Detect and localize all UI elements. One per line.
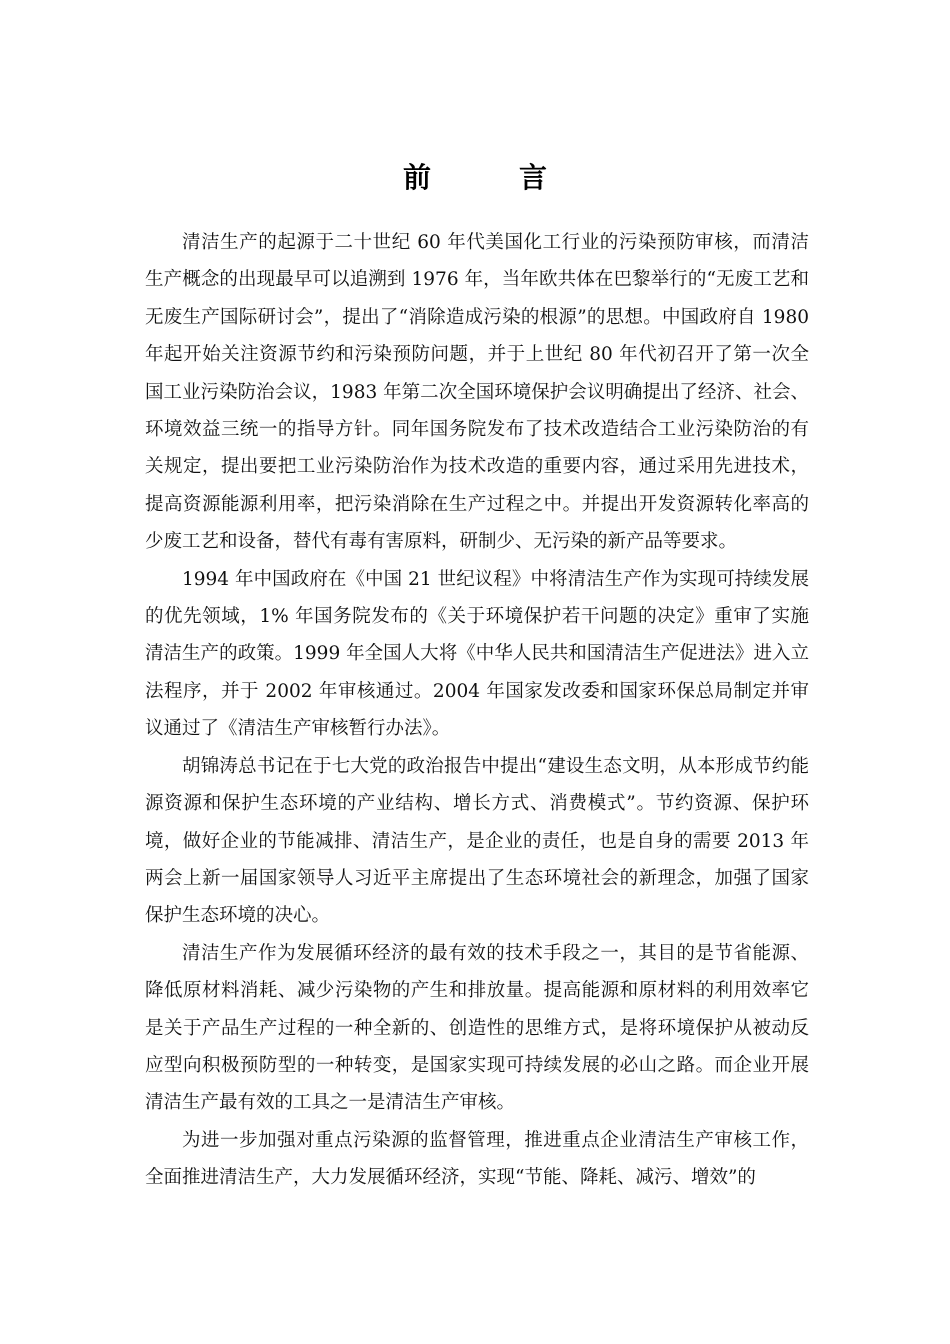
document-body <box>145 224 809 1197</box>
paragraph-policy: 1994 年中国政府在《中国 21 世纪议程》中将清洁生产作为实现可持续发展的优先领域，1% 年国务院发布的《关于环境保护若干问题的决定》重审了实施清洁生产的政策。1999 年全国人大将《中华人民共和国清洁生产促进法》进入立法程序，并于 2002 年审核通过。2004 年国家发改委和国家环保总局制定并审议通过了《清洁生产审核暂行办法》。 <box>145 568 809 740</box>
paragraph-purpose: 清洁生产作为发展循环经济的最有效的技术手段之一，其目的是节省能源、降低原材料消耗、减少污染物的产生和排放量。提高能源和原材料的利用效率它是关于产品生产过程的一种全新的、创造性的思维方式，是将环境保护从被动反应型向积极预防型的一种转变，是国家实现可持续发展的必山之路。而企业开展清洁生产最有效的工具之一是清洁生产审核。 <box>145 942 809 1114</box>
paragraph-audit: 为进一步加强对重点污染源的监督管理，推进重点企业清洁生产审核工作，全面推进清洁生产，大力发展循环经济，实现“节能、降耗、减污、增效”的 <box>145 1129 809 1189</box>
paragraph-origin: 清洁生产的起源于二十世纪 60 年代美国化工行业的污染预防审核，而清洁生产概念的出现最早可以追溯到 1976 年，当年欧共体在巴黎举行的“无废工艺和无废生产国际研讨会”，提出了“消除造成污染的根源”的思想。中国政府自 1980 年起开始关注资源节约和污染预防问题，并于上世纪 80 年代初召开了第一次全国工业污染防治会议，1983 年第二次全国环境保护会议明确提出了经济、社会、环境效益三统一的指导方针。同年国务院发布了技术改造结合工业污染防治的有关规定，提出要把工业污染防治作为技术改造的重要内容，通过采用先进技术，提高资源能源利用率，把污染消除在生产过程之中。并提出开发资源转化率高的少废工艺和设备，替代有毒有害原料，研制少、无污染的新产品等要求。 <box>145 232 809 553</box>
page-title: 前 言 <box>402 161 577 194</box>
paragraph-ecology: 胡锦涛总书记在于七大党的政治报告中提出“建设生态文明，从本形成节约能源资源和保护生态环境的产业结构、增长方式、消费模式”。节约资源、保护环境，做好企业的节能减排、清洁生产，是企业的责任，也是自身的需要 2013 年两会上新一届国家领导人习近平主席提出了生态环境社会的新理念，加强了国家保护生态环境的决心。 <box>145 755 809 927</box>
